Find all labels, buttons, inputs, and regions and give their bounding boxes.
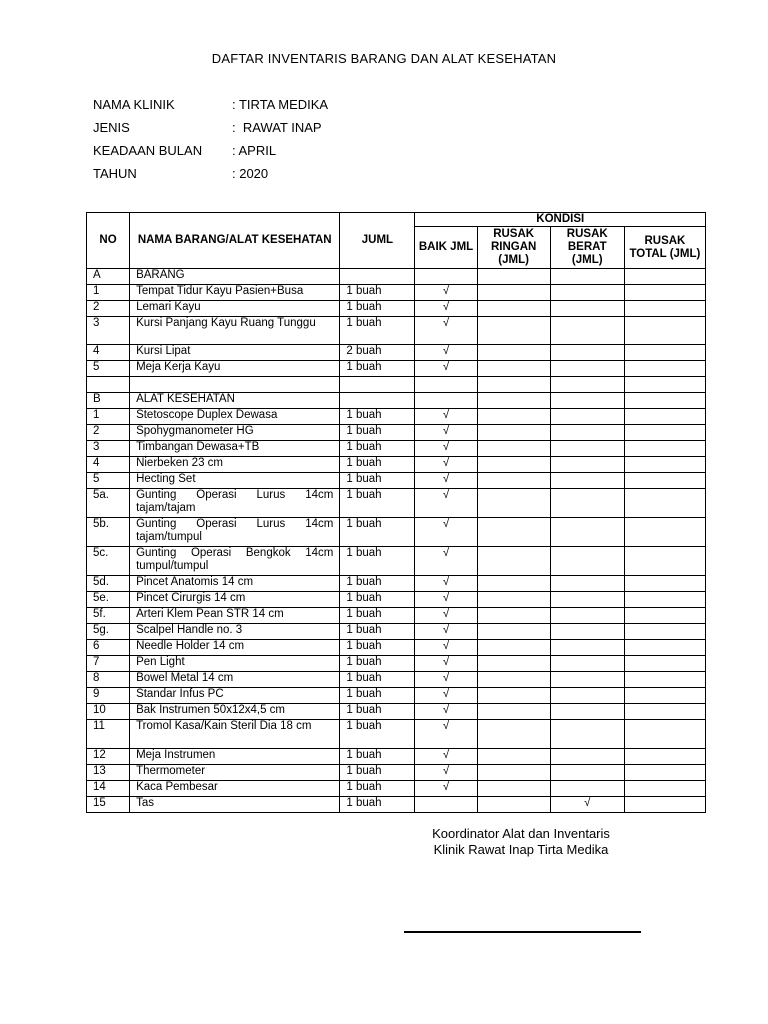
cell-baik: √ (415, 317, 477, 345)
cell-no: 5a. (87, 489, 130, 518)
cell-juml: 1 buah (340, 765, 415, 781)
cell-juml: 1 buah (340, 656, 415, 672)
cell-baik: √ (415, 285, 477, 301)
cell-juml: 1 buah (340, 441, 415, 457)
cell-rusak-berat (550, 688, 624, 704)
cell-juml: 1 buah (340, 688, 415, 704)
cell-rusak-berat (550, 547, 624, 576)
cell-nama-barang: Bowel Metal 14 cm (130, 672, 340, 688)
cell-juml: 1 buah (340, 749, 415, 765)
info-value: : TIRTA MEDIKA (232, 97, 329, 112)
cell-rusak-total (624, 489, 705, 518)
cell-juml: 2 buah (340, 345, 415, 361)
cell-baik: √ (415, 425, 477, 441)
inventory-table (86, 212, 706, 813)
cell-no: 10 (87, 704, 130, 720)
cell-rusak-ringan (477, 797, 550, 813)
header-no: NO (87, 213, 130, 269)
table-row (87, 720, 706, 749)
cell-rusak-berat (550, 285, 624, 301)
info-label: NAMA KLINIK (93, 97, 175, 112)
cell-no: 5 (87, 473, 130, 489)
table-row (87, 576, 706, 592)
cell-juml: 1 buah (340, 592, 415, 608)
cell-nama-barang: Tas (130, 797, 340, 813)
table-row (87, 592, 706, 608)
cell-rusak-total (624, 608, 705, 624)
cell-rusak-berat (550, 345, 624, 361)
cell-rusak-berat (550, 409, 624, 425)
cell-rusak-ringan (477, 285, 550, 301)
cell-rusak-berat (550, 473, 624, 489)
cell-rusak-ringan (477, 672, 550, 688)
cell-no: 14 (87, 781, 130, 797)
signature-title: Koordinator Alat dan Inventaris (432, 826, 610, 841)
cell-baik: √ (415, 640, 477, 656)
cell-nama-barang: Bak Instrumen 50x12x4,5 cm (130, 704, 340, 720)
cell-juml: 1 buah (340, 409, 415, 425)
document-title: DAFTAR INVENTARIS BARANG DAN ALAT KESEHATAN (211, 51, 557, 66)
cell-juml: 1 buah (340, 608, 415, 624)
cell-juml: 1 buah (340, 361, 415, 377)
cell-rusak-ringan (477, 749, 550, 765)
cell-baik: √ (415, 781, 477, 797)
cell-baik (415, 393, 477, 409)
table-row (87, 441, 706, 457)
cell-rusak-total (624, 688, 705, 704)
cell-rusak-total (624, 518, 705, 547)
cell-rusak-total (624, 656, 705, 672)
cell-juml: 1 buah (340, 720, 415, 749)
cell-nama-barang: Kursi Lipat (130, 345, 340, 361)
cell-rusak-ringan (477, 317, 550, 345)
cell-no: 11 (87, 720, 130, 749)
cell-juml: 1 buah (340, 285, 415, 301)
cell-rusak-ringan (477, 592, 550, 608)
cell-juml: 1 buah (340, 425, 415, 441)
cell-nama-barang: Gunting Operasi Bengkok 14cm tumpul/tumpul (130, 547, 340, 576)
cell-rusak-berat (550, 656, 624, 672)
cell-rusak-ringan (477, 576, 550, 592)
cell-baik: √ (415, 765, 477, 781)
cell-no: 1 (87, 285, 130, 301)
cell-rusak-berat (550, 489, 624, 518)
cell-rusak-berat (550, 704, 624, 720)
cell-no: 5c. (87, 547, 130, 576)
header-rusak-ringan: RUSAK RINGAN (JML) (477, 227, 550, 269)
cell-rusak-ringan (477, 656, 550, 672)
cell-rusak-ringan (477, 624, 550, 640)
cell-rusak-berat (550, 441, 624, 457)
cell-rusak-ringan (477, 489, 550, 518)
cell-juml: 1 buah (340, 473, 415, 489)
cell-rusak-total (624, 547, 705, 576)
table-row (87, 608, 706, 624)
table-row (87, 547, 706, 576)
table-row (87, 393, 706, 409)
inventory-table-body (87, 269, 706, 813)
cell-rusak-berat (550, 720, 624, 749)
cell-no: 4 (87, 457, 130, 473)
cell-rusak-total (624, 640, 705, 656)
cell-nama-barang: Arteri Klem Pean STR 14 cm (130, 608, 340, 624)
cell-nama-barang: Standar Infus PC (130, 688, 340, 704)
cell-rusak-total (624, 285, 705, 301)
cell-baik: √ (415, 409, 477, 425)
table-row (87, 489, 706, 518)
cell-nama-barang: Kursi Panjang Kayu Ruang Tunggu (130, 317, 340, 345)
cell-rusak-total (624, 797, 705, 813)
cell-rusak-total (624, 425, 705, 441)
info-value: : 2020 (232, 166, 269, 181)
cell-juml: 1 buah (340, 489, 415, 518)
cell-rusak-total (624, 781, 705, 797)
cell-rusak-ringan (477, 720, 550, 749)
header-nama-barang: NAMA BARANG/ALAT KESEHATAN (130, 213, 340, 269)
table-row (87, 797, 706, 813)
cell-juml: 1 buah (340, 781, 415, 797)
signature-line (404, 931, 641, 933)
cell-nama-barang: Spohygmanometer HG (130, 425, 340, 441)
cell-nama-barang: Meja Instrumen (130, 749, 340, 765)
cell-nama-barang: Gunting Operasi Lurus 14cm tajam/tajam (130, 489, 340, 518)
table-row (87, 317, 706, 345)
cell-rusak-ringan (477, 704, 550, 720)
cell-baik: √ (415, 688, 477, 704)
cell-rusak-berat (550, 457, 624, 473)
info-label: KEADAAN BULAN (93, 143, 203, 158)
cell-nama-barang: Kaca Pembesar (130, 781, 340, 797)
cell-rusak-ringan (477, 301, 550, 317)
info-label: TAHUN (93, 166, 137, 181)
cell-rusak-ringan (477, 457, 550, 473)
cell-juml: 1 buah (340, 704, 415, 720)
cell-juml: 1 buah (340, 576, 415, 592)
cell-baik: √ (415, 704, 477, 720)
cell-no: 3 (87, 441, 130, 457)
cell-nama-barang: Thermometer (130, 765, 340, 781)
cell-nama-barang: Stetoscope Duplex Dewasa (130, 409, 340, 425)
cell-no: B (87, 393, 130, 409)
cell-no: 5f. (87, 608, 130, 624)
cell-rusak-total (624, 672, 705, 688)
header-baik: BAIK JML (415, 227, 477, 269)
table-row (87, 672, 706, 688)
cell-juml: 1 buah (340, 672, 415, 688)
cell-rusak-total (624, 377, 705, 393)
cell-rusak-berat (550, 592, 624, 608)
cell-juml: 1 buah (340, 640, 415, 656)
cell-rusak-berat (550, 781, 624, 797)
header-rusak-total: RUSAK TOTAL (JML) (624, 227, 705, 269)
cell-no: 4 (87, 345, 130, 361)
cell-juml: 1 buah (340, 624, 415, 640)
cell-rusak-berat: √ (550, 797, 624, 813)
cell-nama-barang: ALAT KESEHATAN (130, 393, 340, 409)
cell-rusak-ringan (477, 441, 550, 457)
table-row (87, 457, 706, 473)
cell-baik: √ (415, 345, 477, 361)
cell-juml: 1 buah (340, 317, 415, 345)
cell-juml (340, 377, 415, 393)
cell-rusak-berat (550, 624, 624, 640)
cell-rusak-ringan (477, 345, 550, 361)
cell-no: 5g. (87, 624, 130, 640)
table-row (87, 518, 706, 547)
cell-rusak-ringan (477, 781, 550, 797)
cell-baik: √ (415, 749, 477, 765)
cell-juml: 1 buah (340, 547, 415, 576)
signature-clinic: Klinik Rawat Inap Tirta Medika (433, 842, 609, 857)
table-row (87, 640, 706, 656)
cell-rusak-ringan (477, 377, 550, 393)
table-row (87, 345, 706, 361)
cell-rusak-berat (550, 608, 624, 624)
cell-rusak-berat (550, 518, 624, 547)
cell-nama-barang: Tromol Kasa/Kain Steril Dia 18 cm (130, 720, 340, 749)
cell-no (87, 377, 130, 393)
cell-baik: √ (415, 547, 477, 576)
cell-nama-barang (130, 377, 340, 393)
cell-rusak-ringan (477, 518, 550, 547)
table-row (87, 765, 706, 781)
cell-juml (340, 269, 415, 285)
cell-nama-barang: Pincet Cirurgis 14 cm (130, 592, 340, 608)
cell-rusak-total (624, 441, 705, 457)
table-row (87, 425, 706, 441)
cell-rusak-berat (550, 361, 624, 377)
cell-baik (415, 377, 477, 393)
table-row (87, 361, 706, 377)
cell-rusak-berat (550, 749, 624, 765)
cell-no: 5d. (87, 576, 130, 592)
cell-baik: √ (415, 608, 477, 624)
cell-baik: √ (415, 441, 477, 457)
cell-baik: √ (415, 672, 477, 688)
cell-no: 13 (87, 765, 130, 781)
header-juml: JUML (340, 213, 415, 269)
cell-rusak-total (624, 301, 705, 317)
cell-nama-barang: Tempat Tidur Kayu Pasien+Busa (130, 285, 340, 301)
cell-no: 1 (87, 409, 130, 425)
cell-baik: √ (415, 518, 477, 547)
table-row (87, 377, 706, 393)
cell-rusak-total (624, 576, 705, 592)
cell-rusak-berat (550, 640, 624, 656)
cell-nama-barang: Lemari Kayu (130, 301, 340, 317)
cell-baik: √ (415, 457, 477, 473)
cell-rusak-total (624, 317, 705, 345)
table-row (87, 409, 706, 425)
cell-no: A (87, 269, 130, 285)
cell-rusak-berat (550, 377, 624, 393)
cell-baik: √ (415, 473, 477, 489)
table-row (87, 473, 706, 489)
cell-baik: √ (415, 720, 477, 749)
cell-rusak-ringan (477, 409, 550, 425)
cell-baik: √ (415, 361, 477, 377)
cell-juml: 1 buah (340, 518, 415, 547)
cell-baik (415, 797, 477, 813)
cell-nama-barang: Needle Holder 14 cm (130, 640, 340, 656)
cell-rusak-berat (550, 301, 624, 317)
cell-juml (340, 393, 415, 409)
cell-rusak-total (624, 704, 705, 720)
cell-rusak-total (624, 473, 705, 489)
info-value: : APRIL (232, 143, 277, 158)
cell-rusak-total (624, 409, 705, 425)
info-value: : RAWAT INAP (232, 120, 322, 135)
table-row (87, 301, 706, 317)
cell-rusak-berat (550, 425, 624, 441)
cell-baik: √ (415, 489, 477, 518)
cell-no: 7 (87, 656, 130, 672)
cell-no: 5e. (87, 592, 130, 608)
cell-nama-barang: Hecting Set (130, 473, 340, 489)
cell-nama-barang: Pincet Anatomis 14 cm (130, 576, 340, 592)
cell-rusak-berat (550, 576, 624, 592)
cell-rusak-total (624, 720, 705, 749)
cell-juml: 1 buah (340, 301, 415, 317)
cell-juml: 1 buah (340, 797, 415, 813)
cell-rusak-total (624, 393, 705, 409)
cell-baik: √ (415, 592, 477, 608)
cell-baik: √ (415, 624, 477, 640)
cell-no: 5b. (87, 518, 130, 547)
cell-rusak-ringan (477, 425, 550, 441)
table-row (87, 624, 706, 640)
cell-nama-barang: BARANG (130, 269, 340, 285)
cell-no: 15 (87, 797, 130, 813)
cell-rusak-ringan (477, 361, 550, 377)
info-label: JENIS (93, 120, 130, 135)
cell-juml: 1 buah (340, 457, 415, 473)
cell-rusak-berat (550, 672, 624, 688)
table-row (87, 269, 706, 285)
cell-nama-barang: Gunting Operasi Lurus 14cm tajam/tumpul (130, 518, 340, 547)
cell-rusak-ringan (477, 473, 550, 489)
cell-baik: √ (415, 301, 477, 317)
cell-rusak-ringan (477, 269, 550, 285)
cell-rusak-berat (550, 765, 624, 781)
cell-baik: √ (415, 576, 477, 592)
cell-rusak-ringan (477, 608, 550, 624)
cell-rusak-total (624, 765, 705, 781)
cell-rusak-berat (550, 393, 624, 409)
header-kondisi: KONDISI (415, 213, 706, 227)
cell-rusak-total (624, 749, 705, 765)
cell-rusak-total (624, 345, 705, 361)
cell-rusak-total (624, 361, 705, 377)
cell-no: 2 (87, 425, 130, 441)
table-row (87, 749, 706, 765)
cell-nama-barang: Meja Kerja Kayu (130, 361, 340, 377)
cell-nama-barang: Timbangan Dewasa+TB (130, 441, 340, 457)
cell-rusak-ringan (477, 688, 550, 704)
cell-rusak-total (624, 624, 705, 640)
cell-rusak-berat (550, 269, 624, 285)
cell-no: 9 (87, 688, 130, 704)
cell-nama-barang: Scalpel Handle no. 3 (130, 624, 340, 640)
cell-no: 8 (87, 672, 130, 688)
cell-nama-barang: Nierbeken 23 cm (130, 457, 340, 473)
cell-rusak-ringan (477, 547, 550, 576)
cell-rusak-ringan (477, 393, 550, 409)
cell-rusak-total (624, 269, 705, 285)
table-row (87, 656, 706, 672)
cell-rusak-berat (550, 317, 624, 345)
cell-baik (415, 269, 477, 285)
cell-nama-barang: Pen Light (130, 656, 340, 672)
cell-no: 12 (87, 749, 130, 765)
cell-rusak-total (624, 592, 705, 608)
table-row (87, 688, 706, 704)
table-row (87, 704, 706, 720)
cell-no: 2 (87, 301, 130, 317)
cell-rusak-total (624, 457, 705, 473)
cell-no: 6 (87, 640, 130, 656)
table-row (87, 285, 706, 301)
cell-no: 3 (87, 317, 130, 345)
header-rusak-berat: RUSAK BERAT (JML) (550, 227, 624, 269)
cell-rusak-ringan (477, 640, 550, 656)
cell-baik: √ (415, 656, 477, 672)
table-row (87, 781, 706, 797)
cell-rusak-ringan (477, 765, 550, 781)
cell-no: 5 (87, 361, 130, 377)
